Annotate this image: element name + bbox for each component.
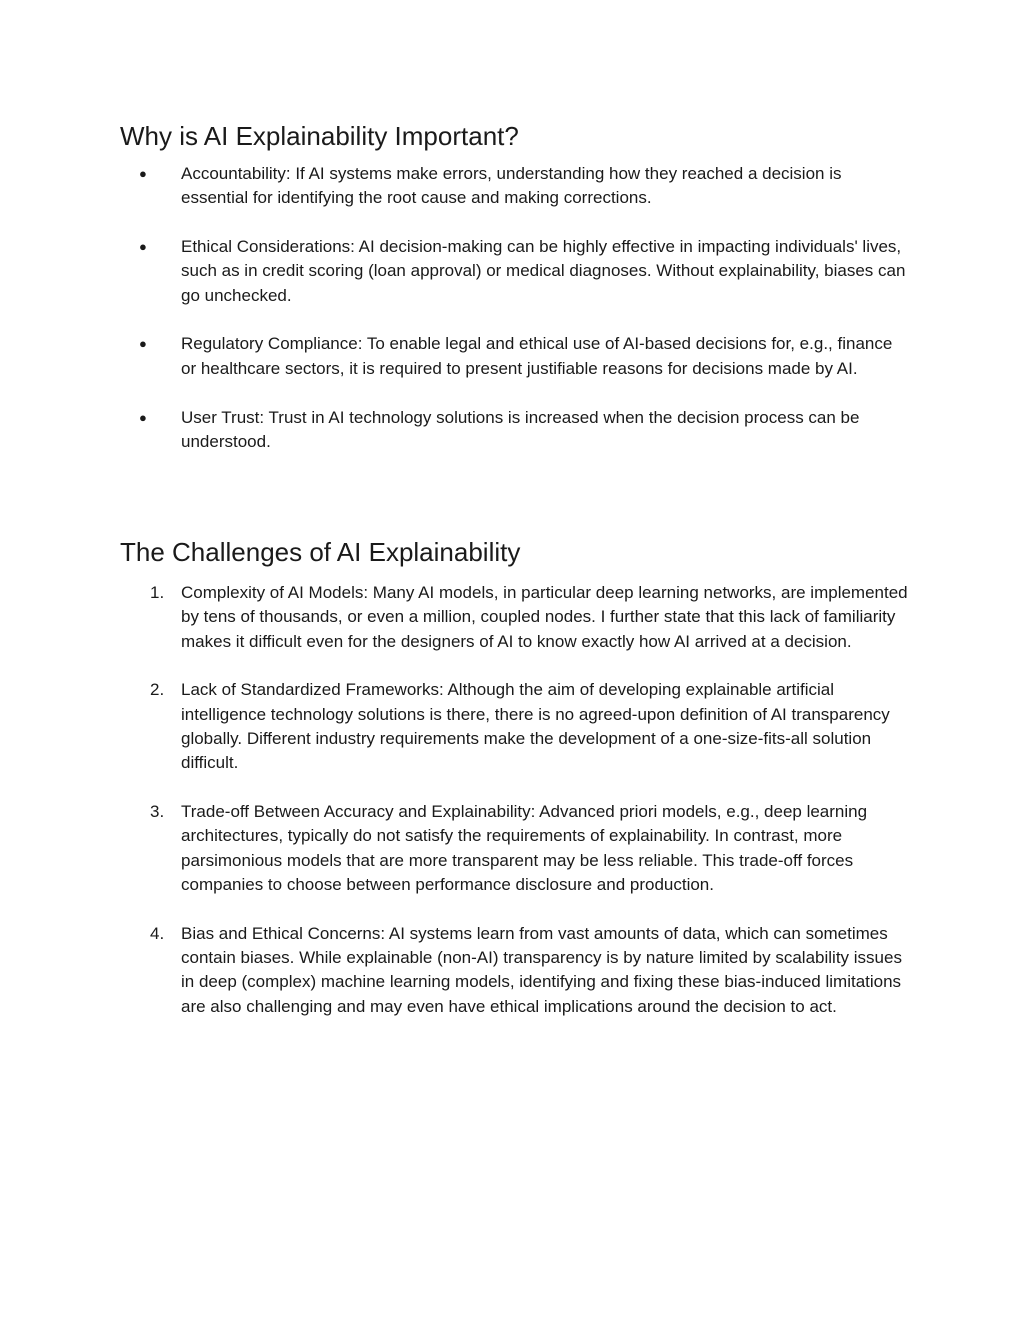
list-number: 2. [150,680,165,700]
list-item [120,235,910,308]
list-item-text: Complexity of AI Models: Many AI models, in particular deep learning networks, are implemented by tens of thousands, or even a million, coupled nodes. I further state that this lack of familiarity makes it difficult even for the designers of AI to know exactly how AI arrived at a decision. [181,583,908,651]
list-item [120,406,910,455]
section-heading: Why is AI Explainability Important? [120,121,519,151]
bullet-icon: ● [139,166,147,181]
list-number: 4. [150,923,165,943]
list-item [120,581,910,654]
list-item-text: Regulatory Compliance: To enable legal and ethical use of AI-based decisions for, e.g., finance or healthcare sectors, it is required to present justifiable reasons for decisions made by AI. [181,334,893,378]
list-item [120,162,910,211]
list-item [120,800,910,897]
bullet-icon: ● [139,239,147,255]
bullet-icon: ● [139,336,147,352]
bullet-icon: ● [139,409,147,425]
list-item [120,922,910,1019]
list-item-text: Accountability: If AI systems make errors, understanding how they reached a decision is essential for identifying the root cause and making corrections. [181,164,842,208]
section-heading: The Challenges of AI Explainability [120,537,521,567]
list-item [120,678,910,775]
section-challenges [120,535,910,1043]
section-why-important [120,119,910,479]
list-number: 1. [150,583,165,602]
bullet-list [120,162,910,454]
list-item-text: User Trust: Trust in AI technology solutions is increased when the decision process can be understood. [181,407,860,451]
list-number: 3. [150,802,165,822]
list-item-text: Trade-off Between Accuracy and Explainability: Advanced priori models, e.g., deep learning architectures, typically do not satisfy the requirements of explainability. In contrast, more parsimonious models that are more transparent may be less reliable. This trade-off forces companies to choose between performance disclosure and production. [181,802,868,894]
list-item-text: Ethical Considerations: AI decision-making can be highly effective in impacting individuals' lives, such as in credit scoring (loan approval) or medical diagnoses. Without explainability, biases can go unchecked. [181,237,906,305]
list-item-text: Bias and Ethical Concerns: AI systems learn from vast amounts of data, which can sometimes contain biases. While explainable (non-AI) transparency is by nature limited by scalability issues in deep (complex) machine learning models, identifying and fixing these bias-induced limitations are also challenging and may even have ethical implications around the decision to act. [181,923,902,1016]
list-item-text: Lack of Standardized Frameworks: Although the aim of developing explainable artificial intelligence technology solutions is there, there is no agreed-upon definition of AI transparency globally. Different industry requirements make the development of a one-size-fits-all solution difficult. [181,680,890,773]
list-item [120,332,910,381]
numbered-list [120,581,910,1019]
